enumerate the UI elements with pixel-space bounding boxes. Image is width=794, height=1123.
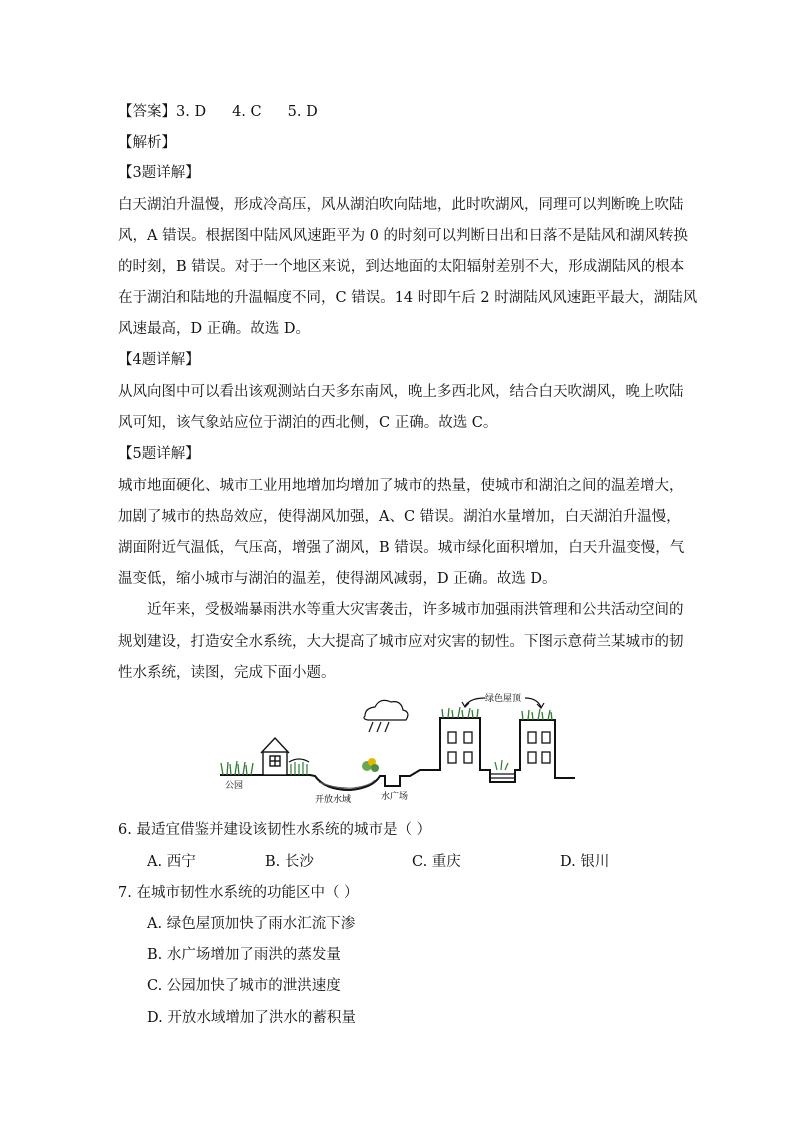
q3-line: 在于湖泊和陆地的升温幅度不同，C 错误。14 时即午后 2 时湖陆风风速距平最大，湖陆风 [118, 290, 698, 306]
label-park: 公园 [225, 781, 244, 791]
label-open-water: 开放水域 [315, 795, 352, 805]
q6-option-c[interactable]: C. 重庆 [412, 854, 461, 870]
answer-item-3: 3. D [176, 104, 207, 120]
q7-option-d[interactable]: D. 开放水域增加了洪水的蓄积量 [147, 1010, 356, 1026]
building-right-windows [528, 732, 550, 763]
q3-heading: 【3题详解】 [118, 165, 200, 181]
garden-icon [289, 759, 309, 775]
resilient-water-system-figure [215, 690, 585, 808]
intro-line: 性水系统，读图，完成下面小题。 [118, 665, 336, 681]
house-icon [261, 738, 289, 775]
building-left-windows [448, 732, 472, 763]
bush-icon [362, 758, 379, 772]
q7-stem: 7. 在城市韧性水系统的功能区中（ ） [118, 885, 359, 901]
q7-option-a[interactable]: A. 绿色屋顶加快了雨水汇流下渗 [147, 916, 356, 932]
label-water-plaza: 水广场 [381, 792, 409, 802]
q5-line: 城市地面硬化、城市工业用地增加均增加了城市的热量，使城市和湖泊之间的温差增大， [118, 478, 684, 494]
q7-option-b[interactable]: B. 水广场增加了雨洪的蒸发量 [147, 947, 341, 963]
answer-label: 【答案】 [118, 104, 176, 120]
intro-line: 规划建设，打造安全水系统，大大提高了城市应对灾害的韧性。下图示意荷兰某城市的韧 [118, 634, 684, 650]
q7-option-c[interactable]: C. 公园加快了城市的泄洪速度 [147, 978, 341, 994]
q5-line: 加剧了城市的热岛效应，使得湖风加强，A、C 错误。湖泊水量增加，白天湖泊升温慢， [118, 509, 681, 525]
green-roof-grass-icon [442, 707, 552, 720]
answer-line [118, 102, 318, 122]
q3-line: 风速最高，D 正确。故选 D。 [118, 321, 310, 337]
q6-option-b[interactable]: B. 长沙 [265, 854, 314, 870]
q6-stem: 6. 最适宜借鉴并建设该韧性水系统的城市是（ ） [118, 822, 432, 838]
q5-line: 温变低，缩小城市与湖泊的温差，使得湖风减弱，D 正确。故选 D。 [118, 571, 557, 587]
rain-cloud-icon [364, 700, 408, 732]
q3-line: 风，A 错误。根据图中陆风风速距平为 0 的时刻可以判断日出和日落不是陆风和湖风转换 [118, 228, 689, 244]
q4-line: 从风向图中可以看出该观测站白天多东南风，晚上多西北风，结合白天吹湖风，晚上吹陆 [118, 384, 684, 400]
q3-line: 白天湖泊升温慢，形成冷高压，风从湖泊吹向陆地，此时吹湖风，同理可以判断晚上吹陆 [118, 197, 684, 213]
intro-line: 近年来，受极端暴雨洪水等重大灾害袭击，许多城市加强雨洪管理和公共活动空间的 [147, 602, 684, 618]
q5-line: 湖面附近气温低，气压高，增强了湖风，B 错误。城市绿化面积增加，白天升温变慢，气 [118, 540, 685, 556]
park-grass-icon [221, 761, 253, 775]
q4-heading: 【4题详解】 [118, 352, 200, 368]
q5-heading: 【5题详解】 [118, 446, 200, 462]
q6-option-a[interactable]: A. 西宁 [147, 854, 196, 870]
water-plaza-plant-icon [491, 760, 515, 778]
q3-line: 的时刻，B 错误。对于一个地区来说，到达地面的太阳辐射差别不大，形成湖陆风的根本 [118, 259, 685, 275]
answer-item-4: 4. C [232, 104, 262, 120]
analysis-heading: 【解析】 [118, 135, 176, 151]
q4-line: 风可知，该气象站应位于湖泊的西北侧，C 正确。故选 C。 [118, 415, 498, 431]
label-green-roof: 绿色屋顶 [485, 694, 522, 704]
answer-item-5: 5. D [287, 104, 318, 120]
q6-option-d[interactable]: D. 银川 [560, 854, 610, 870]
